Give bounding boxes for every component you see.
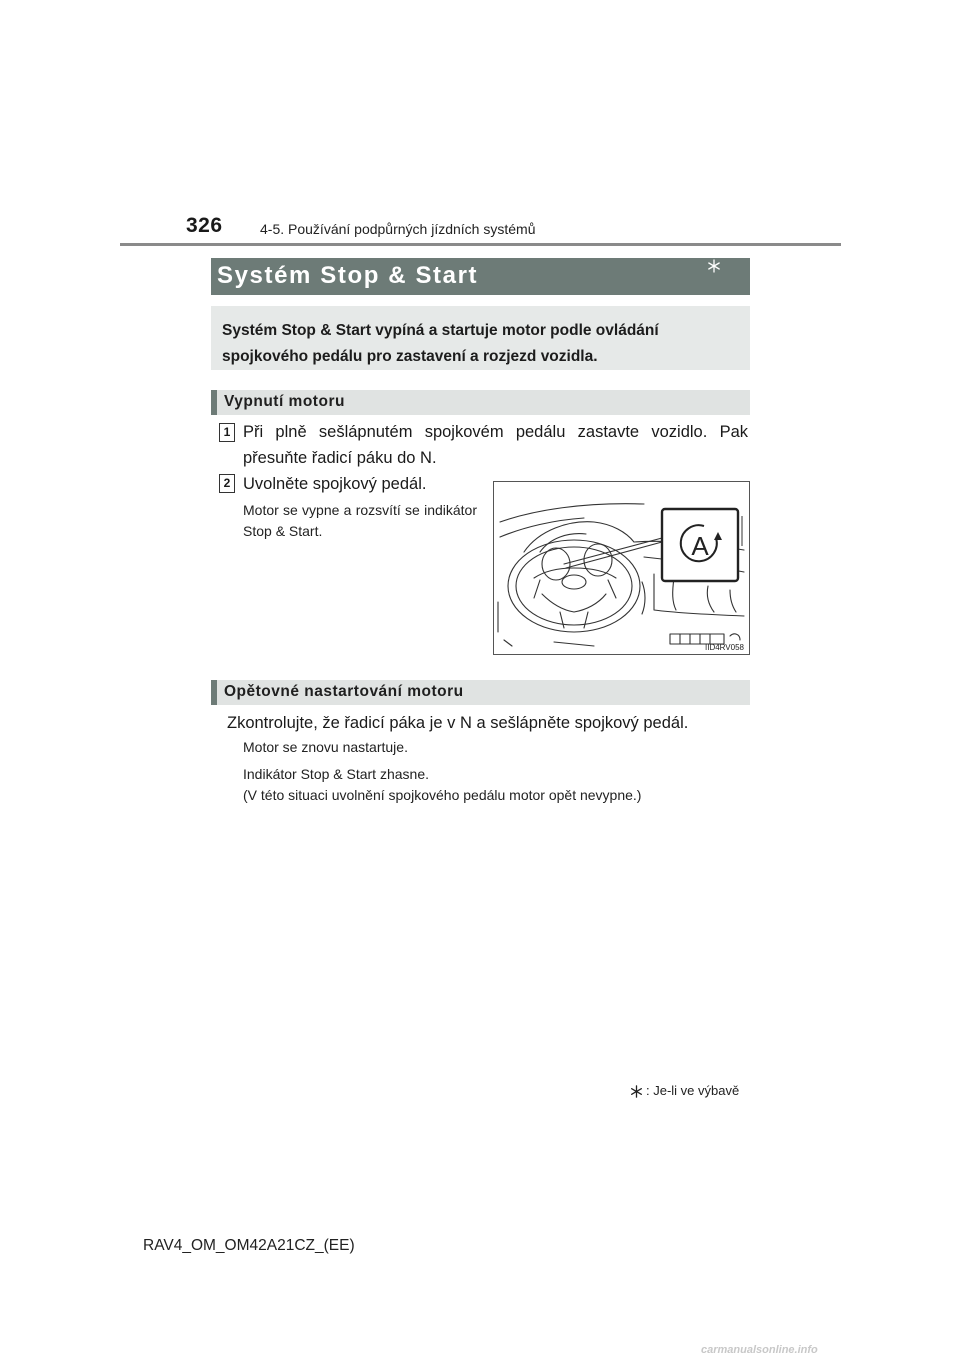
- document-code: RAV4_OM_OM42A21CZ_(EE): [143, 1237, 355, 1254]
- page-number: 326: [186, 214, 223, 237]
- intro-box: [211, 306, 750, 370]
- dashboard-illustration: [493, 481, 750, 655]
- heading-engine-off: [211, 390, 750, 415]
- restart-note: Indikátor Stop & Start zhasne.: [243, 766, 429, 782]
- page-title: Systém Stop & Start: [217, 262, 479, 289]
- footnote-text: : Je-li ve výbavě: [646, 1083, 740, 1098]
- asterisk-icon: [630, 1085, 643, 1098]
- step-1-text: Při plně sešlápnutém spojkovém pedálu zastavte vozidlo. Pak přesuňte řadicí páku do N.: [243, 423, 748, 467]
- figure-code: IID4RV058: [705, 643, 744, 652]
- watermark: carmanualsonline.info: [701, 1344, 818, 1356]
- heading-engine-restart: [211, 680, 750, 705]
- title-bar: [211, 258, 750, 295]
- steering-wheel-illustration: [494, 482, 749, 654]
- indicator-letter: A: [691, 531, 709, 561]
- restart-note: Motor se znovu nastartuje.: [243, 739, 408, 755]
- step-1-number: 1: [219, 423, 235, 442]
- step-2-number: 2: [219, 474, 235, 493]
- restart-instruction: Zkontrolujte, že řadicí páka je v N a sešlápněte spojkový pedál.: [227, 714, 689, 732]
- asterisk-icon: [707, 259, 721, 273]
- intro-text: Systém Stop & Start vypíná a startuje motor podle ovládání spojkového pedálu pro zastavení a rozjezd vozidla.: [222, 322, 659, 365]
- step-2-text: Uvolněte spojkový pedál.: [243, 475, 427, 493]
- step-2-note: Motor se vypne a rozsvítí se indikátor Stop & Start.: [243, 502, 477, 539]
- header-divider: [120, 243, 841, 246]
- restart-note: (V této situaci uvolnění spojkového pedálu motor opět nevypne.): [243, 787, 642, 803]
- heading-engine-restart-label: Opětovné nastartování motoru: [224, 683, 464, 700]
- section-path: 4-5. Používání podpůrných jízdních systémů: [260, 221, 536, 237]
- heading-engine-off-label: Vypnutí motoru: [224, 393, 345, 410]
